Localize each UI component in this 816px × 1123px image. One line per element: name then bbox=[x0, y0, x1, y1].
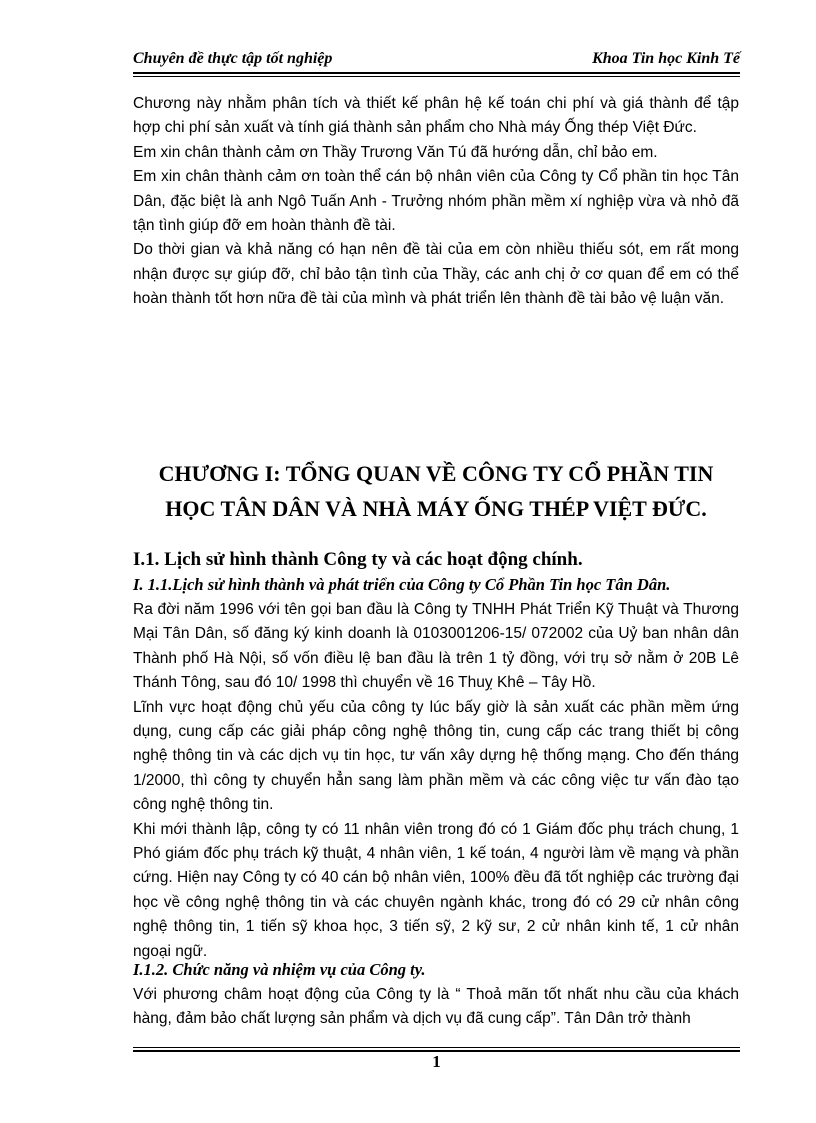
section-heading: I.1. Lịch sử hình thành Công ty và các hoạt động chính. bbox=[133, 549, 583, 570]
paragraph: Em xin chân thành cảm ơn Thầy Trương Văn Tú đã hướng dẫn, chỉ bảo em. bbox=[133, 143, 658, 161]
header-document-title: Chuyên đề thực tập tốt nghiệp bbox=[133, 50, 333, 67]
chapter-title-line: HỌC TÂN DÂN VÀ NHÀ MÁY ỐNG THÉP VIỆT ĐỨC. bbox=[165, 496, 707, 521]
subsection-heading: I. 1.1.Lịch sử hình thành và phát triển của Công ty Cổ Phần Tin học Tân Dân. bbox=[133, 575, 671, 594]
section-text bbox=[133, 983, 739, 1032]
section-text bbox=[133, 598, 739, 964]
paragraph: Chương này nhằm phân tích và thiết kế phân hệ kế toán chi phí và giá thành để tập hợp chi phí sản xuất và tính giá thành sản phẩm cho Nhà máy Ống thép Việt Đức. bbox=[133, 95, 739, 137]
paragraph: Lĩnh vực hoạt động chủ yếu của công ty lúc bấy giờ là sản xuất các phần mềm ứng dụng, cung cấp các giải pháp công nghệ thông tin, cung cấp các trang thiết bị công nghệ thông tin và các dịch vụ tin học, tư vấn xây dựng hệ thống mạng. Cho đến tháng 1/2000, thì công ty chuyển hẳn sang làm phần mềm và các công việc tư vấn đào tạo công nghệ thông tin. bbox=[133, 698, 739, 814]
header-faculty: Khoa Tin học Kinh Tế bbox=[592, 50, 740, 67]
page-number: 1 bbox=[432, 1052, 441, 1071]
chapter-title bbox=[133, 456, 739, 526]
chapter-title-line: CHƯƠNG I: TỔNG QUAN VỀ CÔNG TY CỔ PHẦN TIN bbox=[158, 461, 714, 486]
page-header bbox=[133, 48, 740, 72]
paragraph: Ra đời năm 1996 với tên gọi ban đầu là Công ty TNHH Phát Triển Kỹ Thuật và Thương Mại Tân Dân, số đăng ký kinh doanh là 0103001206-15/ 072002 của Uỷ ban nhân dân Thành phố Hà Nội, số vốn điều lệ ban đầu là trên 1 tỷ đồng, với trụ sở nằm ở 20B Lê Thánh Tông, sau đó 10/ 1998 thì chuyển về 16 Thuỵ Khê – Tây Hồ. bbox=[133, 601, 739, 692]
intro-text bbox=[133, 92, 739, 312]
header-rule-thin bbox=[133, 76, 740, 77]
footer-rule-thin bbox=[133, 1047, 740, 1048]
subsection-heading: I.1.2. Chức năng và nhiệm vụ của Công ty. bbox=[133, 960, 426, 979]
paragraph: Khi mới thành lập, công ty có 11 nhân viên trong đó có 1 Giám đốc phụ trách chung, 1 Phó giám đốc phụ trách kỹ thuật, 4 nhân viên, 1 kế toán, 4 người làm về mạng và phần cứng. Hiện nay Công ty có 40 cán bộ nhân viên, 100% đều đã tốt nghiệp các trường đại học về công nghệ thông tin và các chuyên ngành khác, trong đó có 29 cử nhân công nghệ thông tin, 1 tiến sỹ khoa học, 3 tiến sỹ, 2 kỹ sư, 2 cử nhân kinh tế, 1 cử nhân ngoại ngữ. bbox=[133, 820, 739, 960]
paragraph: Em xin chân thành cảm ơn toàn thể cán bộ nhân viên của Công ty Cổ phần tin học Tân Dân, đặc biệt là anh Ngô Tuấn Anh - Trưởng nhóm phần mềm xí nghiệp vừa và nhỏ đã tận tình giúp đỡ em hoàn thành đề tài. bbox=[133, 168, 739, 235]
paragraph: Với phương châm hoạt động của Công ty là “ Thoả mãn tốt nhất nhu cầu của khách hàng, đảm bảo chất lượng sản phẩm và dịch vụ đã cung cấp”. Tân Dân trở thành bbox=[133, 986, 739, 1028]
header-rule bbox=[133, 72, 740, 74]
paragraph: Do thời gian và khả năng có hạn nên đề tài của em còn nhiều thiếu sót, em rất mong nhận được sự giúp đỡ, chỉ bảo tận tình của Thầy, các anh chị ở cơ quan để em có thể hoàn thành tốt hơn nữa đề tài của mình và phát triển lên thành đề tài bảo vệ luận văn. bbox=[133, 241, 739, 308]
